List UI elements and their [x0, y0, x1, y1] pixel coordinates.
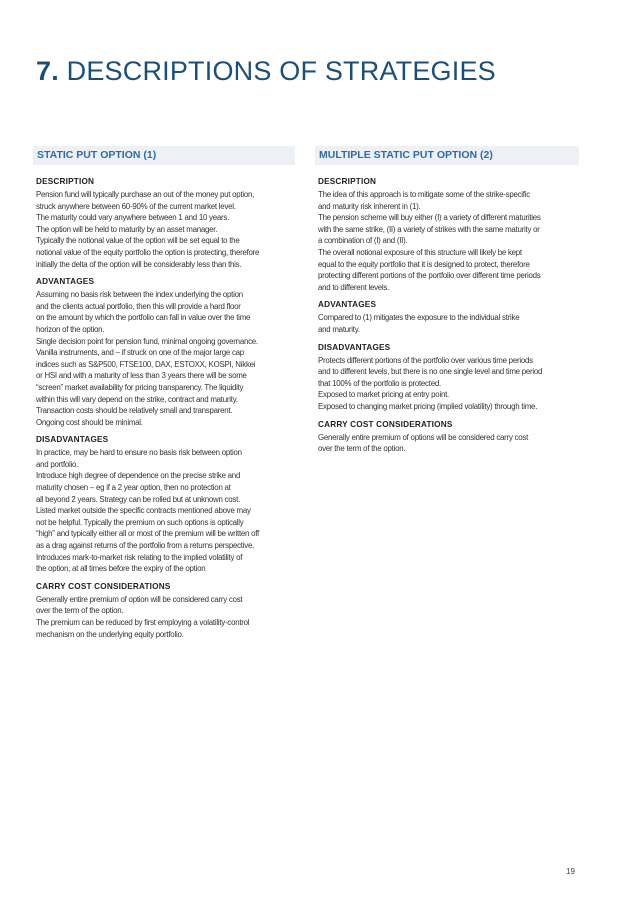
- text-line: equal to the equity portfolio that it is designed to protect, therefore: [318, 259, 530, 269]
- text-line: and to different levels, but there is no one single level and time period: [318, 367, 543, 377]
- carry-cost-paragraph: [36, 594, 295, 640]
- text-line: The option will be held to maturity by an asset manager.: [36, 224, 218, 234]
- advantages-paragraph: [36, 289, 295, 428]
- text-line: Assuming no basis risk between the index underlying the option: [36, 290, 243, 300]
- page-title: [36, 56, 496, 87]
- text-line: horizon of the option.: [36, 324, 105, 334]
- text-line: In practice, may be hard to ensure no basis risk between option: [36, 448, 242, 458]
- text-line: The premium can be reduced by first employing a volatility-control: [36, 618, 250, 627]
- text-line: Single decision point for pension fund, minimal ongoing governance.: [36, 336, 258, 346]
- text-line: Compared to (1) mitigates the exposure to the individual strike: [318, 313, 520, 323]
- section-title-carry-cost: CARRY COST CONSIDERATIONS: [36, 581, 171, 591]
- text-line: Exposed to market pricing at entry point.: [318, 390, 449, 400]
- text-line: Generally entire premium of option will be considered carry cost: [36, 594, 243, 604]
- text-line: over the term of the option.: [36, 606, 124, 616]
- text-line: Introduces mark-to-market risk relating to the implied volatility of: [36, 552, 243, 562]
- text-line: and maturity.: [318, 324, 360, 334]
- text-line: maturity chosen – eg if a 2 year option, then no protection at: [36, 483, 231, 493]
- text-line: not be helpful. Typically the premium on such options is optically: [36, 517, 244, 527]
- text-line: or HSI and with a maturity of less than 3 years there will be some: [36, 371, 247, 381]
- description-paragraph: [36, 189, 295, 270]
- page-number: 19: [566, 867, 575, 876]
- text-line: on the amount by which the portfolio can fall in value over the time: [36, 313, 251, 323]
- text-line: mechanism on the underlying equity portfolio.: [36, 629, 184, 639]
- text-line: Exposed to changing market pricing (implied volatility) through time.: [318, 401, 538, 411]
- text-line: struck anywhere between 60-90% of the current market level.: [36, 201, 236, 211]
- strategy-heading-multiple-static-put: MULTIPLE STATIC PUT OPTION (2): [315, 146, 579, 165]
- advantages-paragraph: [318, 312, 579, 335]
- text-line: notional value of the equity portfolio the option is protecting, therefore: [36, 247, 260, 257]
- text-line: Protects different portions of the portfolio over various time periods: [318, 355, 533, 365]
- text-line: Introduce high degree of dependence on the precise strike and: [36, 471, 241, 481]
- section-title-text: DESCRIPTIONS OF STRATEGIES: [66, 56, 496, 86]
- text-line: and portfolio.: [36, 459, 79, 469]
- text-line: The maturity could vary anywhere between 1 and 10 years.: [36, 213, 230, 223]
- section-number: 7.: [36, 56, 59, 86]
- disadvantages-paragraph: [318, 355, 579, 413]
- text-line: initially the delta of the option will be considerably less than this.: [36, 259, 242, 269]
- carry-cost-paragraph: [318, 432, 579, 455]
- text-line: as a drag against returns of the portfolio from a returns perspective.: [36, 541, 255, 551]
- strategy-heading-static-put: STATIC PUT OPTION (1): [33, 146, 295, 165]
- text-line: The pension scheme will buy either (I) a variety of different maturities: [318, 213, 541, 223]
- section-title-carry-cost: CARRY COST CONSIDERATIONS: [318, 419, 453, 429]
- text-line: within this will vary depend on the strike, contract and maturity.: [36, 394, 238, 404]
- description-paragraph: [318, 189, 579, 293]
- text-line: and to different levels.: [318, 282, 390, 292]
- text-line: a combination of (I) and (II).: [318, 236, 408, 246]
- text-line: with the same strike, (II) a variety of strikes with the same maturity or: [318, 224, 540, 234]
- left-column: [33, 146, 295, 640]
- section-title-description: DESCRIPTION: [36, 177, 95, 186]
- section-title-description: DESCRIPTION: [318, 177, 377, 186]
- text-line: indices such as S&P500, FTSE100, DAX, ESTOXX, KOSPI, Nikkei: [36, 359, 256, 369]
- text-line: Vanilla instruments, and – if struck on one of the major large cap: [36, 348, 244, 358]
- text-line: the option, at all times before the expiry of the option: [36, 564, 206, 574]
- text-line: that 100% of the portfolio is protected.: [318, 378, 441, 388]
- text-line: Generally entire premium of options will be considered carry cost: [318, 432, 529, 442]
- text-line: “screen” market availability for pricing transparency. The liquidity: [36, 382, 244, 392]
- text-line: Ongoing cost should be minimal.: [36, 417, 143, 427]
- section-title-disadvantages: DISADVANTAGES: [36, 435, 109, 445]
- section-title-advantages: ADVANTAGES: [318, 300, 377, 310]
- text-line: The idea of this approach is to mitigate some of the strike-specific: [318, 190, 530, 199]
- text-line: The overall notional exposure of this structure will likely be kept: [318, 247, 522, 257]
- text-line: Listed market outside the specific contracts mentioned above may: [36, 506, 251, 516]
- text-line: “high” and typically either all or most of the premium will be written off: [36, 529, 259, 539]
- text-line: over the term of the option.: [318, 444, 406, 454]
- right-column: [315, 146, 579, 455]
- text-line: Transaction costs should be relatively small and transparent.: [36, 406, 233, 416]
- section-title-disadvantages: DISADVANTAGES: [318, 342, 391, 352]
- text-line: all beyond 2 years. Strategy can be rolled but at unknown cost.: [36, 494, 241, 504]
- text-line: and the clients actual portfolio, then this will provide a hard floor: [36, 301, 241, 311]
- section-title-advantages: ADVANTAGES: [36, 277, 95, 287]
- text-line: Typically the notional value of the option will be set equal to the: [36, 236, 240, 246]
- text-line: and maturity risk inherent in (1).: [318, 201, 421, 211]
- disadvantages-paragraph: [36, 447, 295, 575]
- text-line: protecting different portions of the portfolio over different time periods: [318, 271, 541, 281]
- text-line: Pension fund will typically purchase an out of the money put option,: [36, 190, 255, 199]
